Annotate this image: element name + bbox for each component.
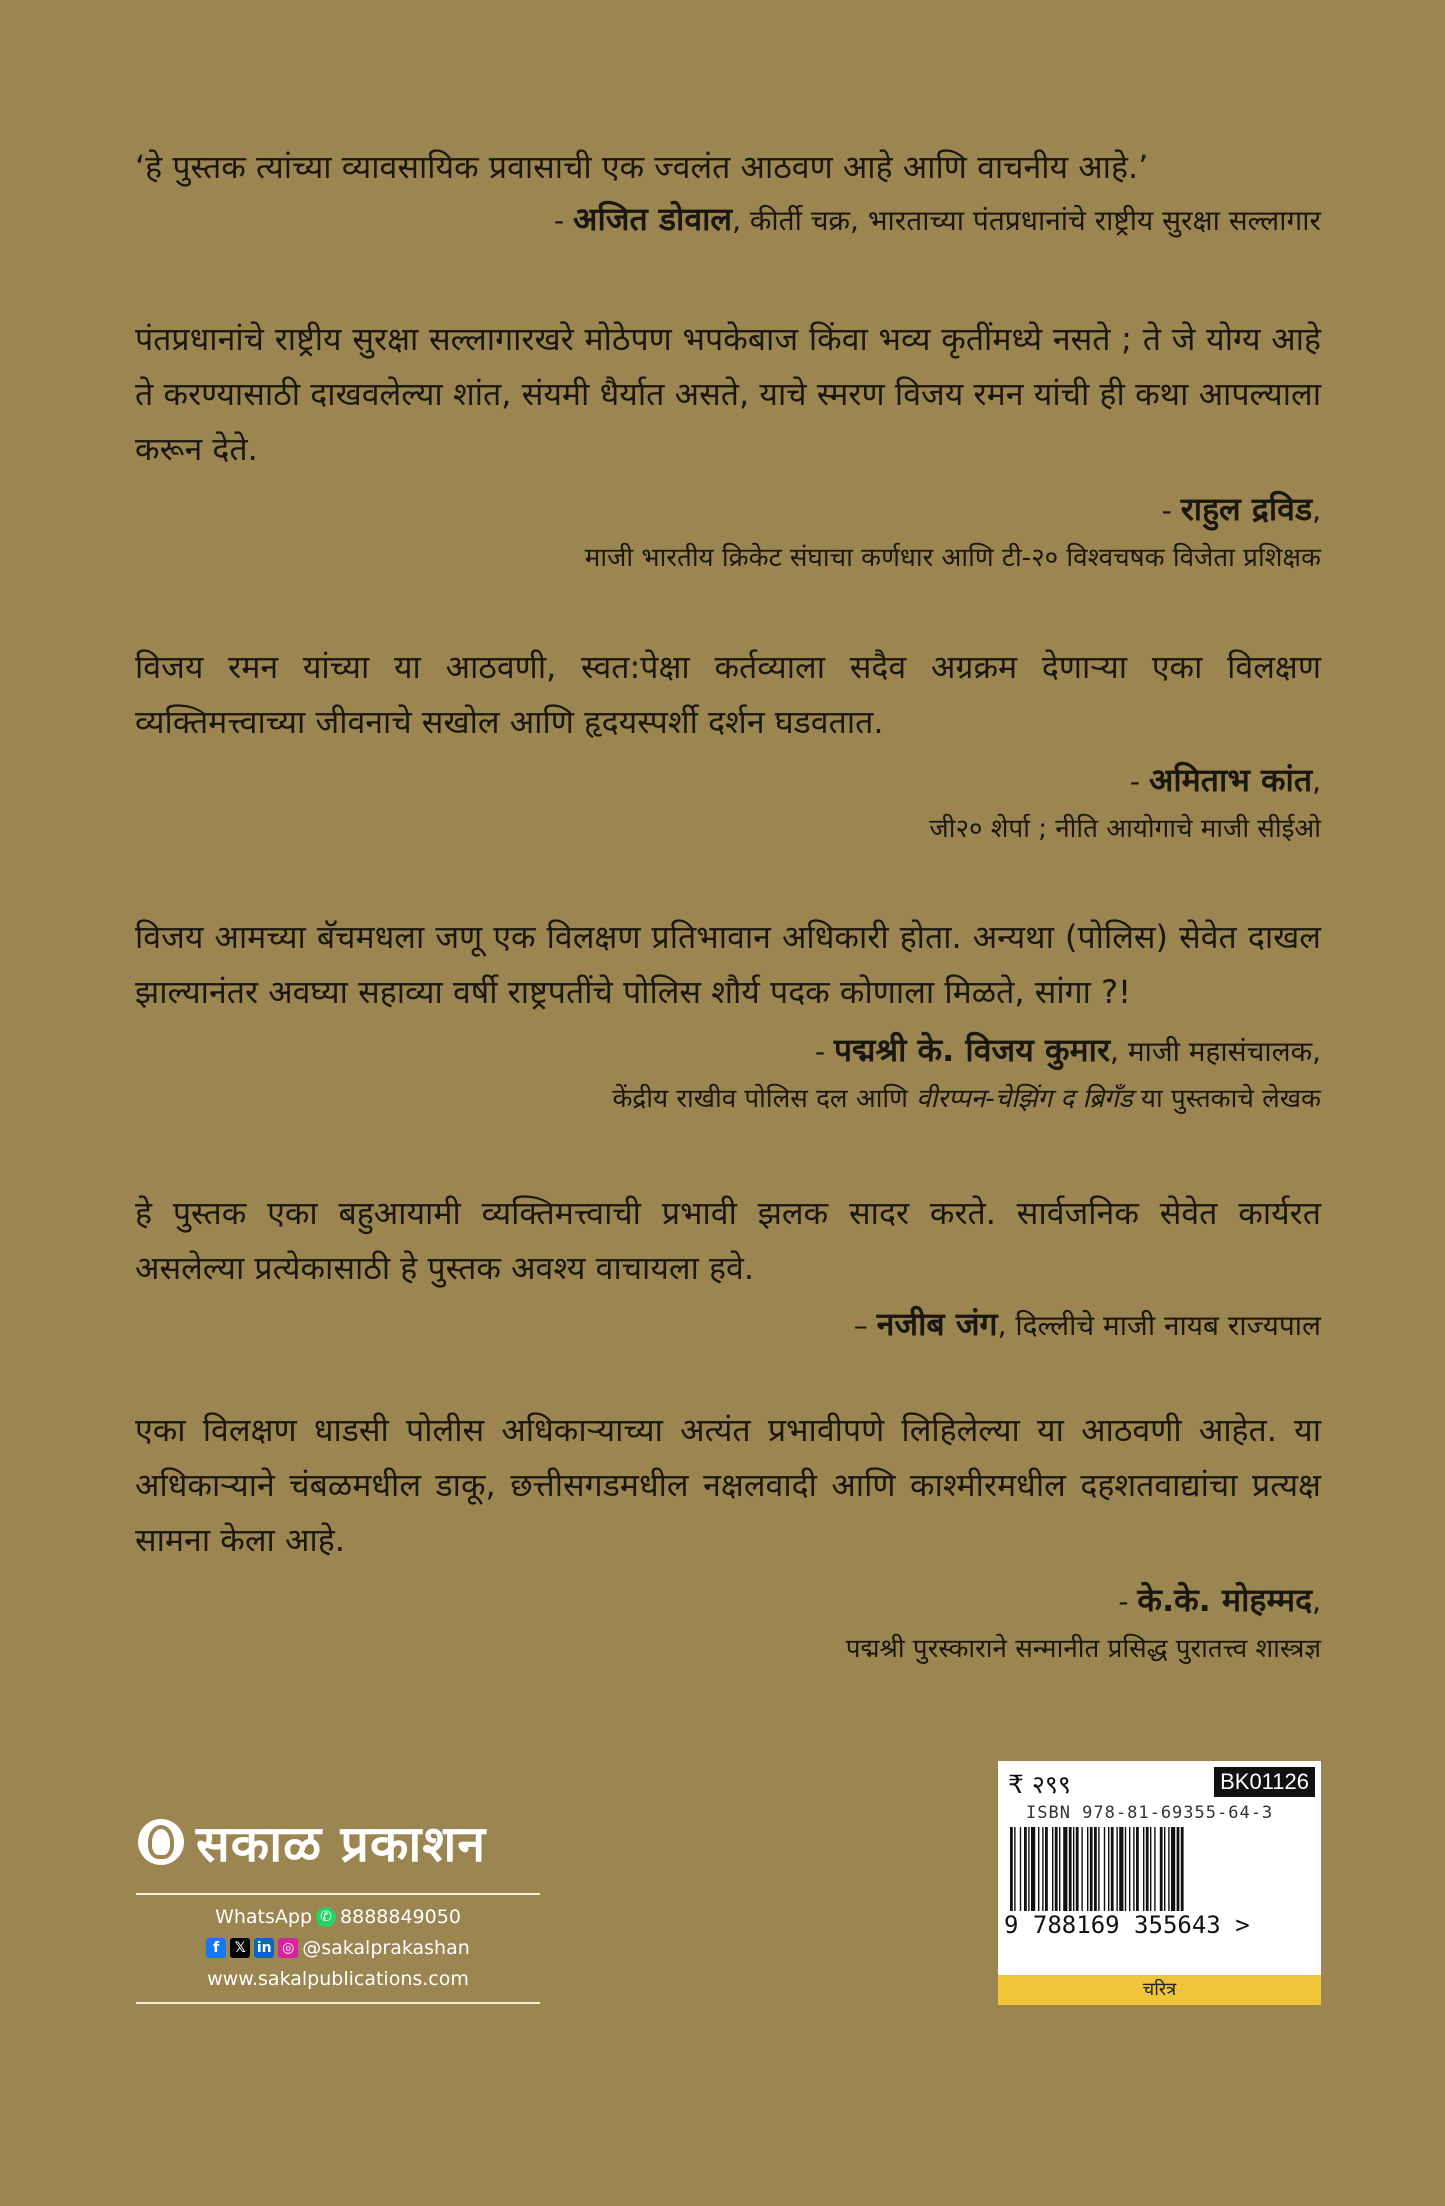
barcode-panel bbox=[998, 1761, 1321, 2005]
quote-6 bbox=[135, 1403, 1321, 1672]
quote-author: के.के. मोहम्मद bbox=[1137, 1581, 1313, 1619]
publisher-name: सकाळ प्रकाशन bbox=[196, 1815, 487, 1873]
x-icon[interactable]: 𝕏 bbox=[230, 1938, 250, 1958]
divider bbox=[136, 2002, 540, 2004]
quote-author-title: केंद्रीय राखीव पोलिस दल आणि वीरप्पन-चेझिंग द ब्रिगँड या पुस्तकाचे लेखक bbox=[612, 1084, 1321, 1114]
whatsapp-icon: ✆ bbox=[316, 1907, 336, 1927]
category-label: चरित्र bbox=[998, 1975, 1321, 2005]
book-title: वीरप्पन-चेझिंग द ब्रिगँड bbox=[916, 1084, 1133, 1114]
website-link[interactable]: www.sakalpublications.com bbox=[207, 1968, 469, 1990]
instagram-icon[interactable]: ◎ bbox=[278, 1938, 298, 1958]
quote-attribution: - अमिताभ कांत, bbox=[1129, 761, 1321, 799]
quote-2 bbox=[135, 312, 1321, 581]
quote-attribution: - पद्मश्री के. विजय कुमार, माजी महासंचालक, bbox=[814, 1031, 1321, 1069]
quote-text: विजय रमन यांच्या या आठवणी, स्वत:पेक्षा कर्तव्याला सदैव अग्रक्रम देणाऱ्या एका विलक्षण व्यक्तिमत्त्वाच्या जीवनाचे सखोल आणि हृदयस्पर्शी दर्शन घडवतात. bbox=[135, 648, 1321, 741]
quote-4 bbox=[135, 910, 1321, 1122]
quote-author: पद्मश्री के. विजय कुमार bbox=[833, 1031, 1111, 1069]
quote-3 bbox=[135, 640, 1321, 852]
quote-attribution: - अजित डोवाल, कीर्ती चक्र, भारताच्या पंतप्रधानांचे राष्ट्रीय सुरक्षा सल्लागार bbox=[554, 200, 1321, 238]
quote-author: नजीब जंग bbox=[876, 1305, 998, 1343]
social-handle: @sakalprakashan bbox=[302, 1937, 470, 1959]
facebook-icon[interactable]: f bbox=[206, 1938, 226, 1958]
quote-author: अजित डोवाल bbox=[573, 200, 733, 238]
social-row bbox=[136, 1932, 540, 1964]
quote-attribution: - के.के. मोहम्मद, bbox=[1118, 1581, 1321, 1619]
quote-text: विजय आमच्या बॅचमधला जणू एक विलक्षण प्रतिभावान अधिकारी होता. अन्यथा (पोलिस) सेवेत दाखल झाल्यानंतर अवघ्या सहाव्या वर्षी राष्ट्रपतींचे पोलिस शौर्य पदक कोणाला मिळते, सांगा ?! bbox=[135, 918, 1321, 1011]
publisher-logo bbox=[138, 1812, 486, 1872]
whatsapp-row bbox=[136, 1902, 540, 1932]
price: ₹ २९९ bbox=[1008, 1770, 1071, 1799]
quote-text: ‘हे पुस्तक त्यांच्या व्यावसायिक प्रवासाची एक ज्वलंत आठवण आहे आणि वाचनीय आहे.’ bbox=[135, 148, 1149, 186]
book-code: BK01126 bbox=[1214, 1767, 1315, 1797]
barcode-bars bbox=[1008, 1827, 1308, 1911]
quote-attribution: - राहुल द्रविड, bbox=[1161, 490, 1321, 528]
quote-text: हे पुस्तक एका बहुआयामी व्यक्तिमत्त्वाची प्रभावी झलक सादर करते. सार्वजनिक सेवेत कार्यरत असलेल्या प्रत्येकासाठी हे पुस्तक अवश्य वाचायला हवे. bbox=[135, 1194, 1321, 1287]
quote-text: पंतप्रधानांचे राष्ट्रीय सुरक्षा सल्लागारखरे मोठेपण भपकेबाज किंवा भव्य कृतींमध्ये नसते ; ते जे योग्य आहे ते करण्यासाठी दाखवलेल्या शांत, संयमी धैर्यात असते, याचे स्मरण विजय रमन यांची ही कथा आपल्याला करून देते. bbox=[135, 320, 1321, 468]
quote-attribution: – नजीब जंग, दिल्लीचे माजी नायब राज्यपाल bbox=[853, 1305, 1321, 1343]
quote-author: राहुल द्रविड bbox=[1180, 490, 1313, 528]
isbn: ISBN 978-81-69355-64-3 bbox=[1026, 1803, 1274, 1823]
divider bbox=[136, 1893, 540, 1895]
quote-5 bbox=[135, 1186, 1321, 1350]
logo-icon bbox=[138, 1819, 184, 1865]
contact-info bbox=[136, 1902, 540, 1994]
quote-author-title: जी२० शेर्पा ; नीति आयोगाचे माजी सीईओ bbox=[929, 814, 1321, 844]
quote-author: अमिताभ कांत bbox=[1148, 761, 1313, 799]
whatsapp-number: 8888849050 bbox=[340, 1906, 461, 1928]
quote-author-title: माजी भारतीय क्रिकेट संघाचा कर्णधार आणि टी-२० विश्वचषक विजेता प्रशिक्षक bbox=[584, 543, 1321, 573]
quote-text: एका विलक्षण धाडसी पोलीस अधिकाऱ्याच्या अत्यंत प्रभावीपणे लिहिलेल्या या आठवणी आहेत. या अधिकाऱ्याने चंबळमधील डाकू, छत्तीसगडमधील नक्षलवादी आणि काश्मीरमधील दहशतवाद्यांचा प्रत्यक्ष सामना केला आहे. bbox=[135, 1411, 1321, 1559]
linkedin-icon[interactable]: in bbox=[254, 1938, 274, 1958]
quote-1 bbox=[135, 140, 1321, 245]
quote-author-title: पद्मश्री पुरस्काराने सन्मानीत प्रसिद्ध पुरातत्त्व शास्त्रज्ञ bbox=[845, 1634, 1321, 1664]
barcode-number: 9 788169 355643 > bbox=[1004, 1911, 1250, 1939]
whatsapp-label: WhatsApp bbox=[215, 1906, 313, 1928]
